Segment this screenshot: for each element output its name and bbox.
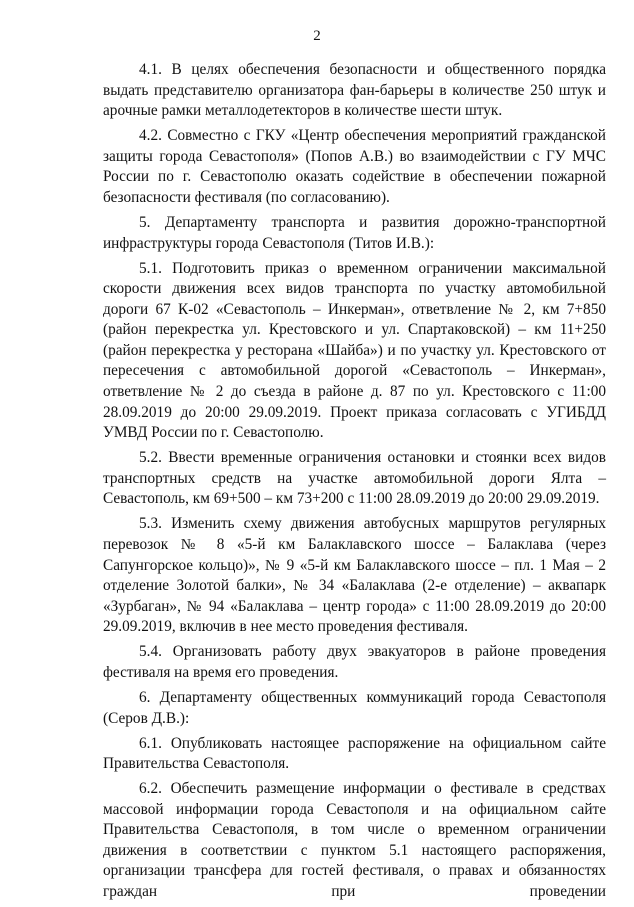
paragraph-6-heading: 6. Департаменту общественных коммуникаций города Севастополя (Серов Д.В.): [103,688,606,727]
paragraph-5-4: 5.4. Организовать работу двух эвакуаторов в районе проведения фестиваля на время его проведения. [103,643,606,681]
paragraph-6-1: 6.1. Опубликовать настоящее распоряжение на официальном сайте Правительства Севастополя. [103,734,606,773]
document-body [103,60,606,907]
paragraph-4-2: 4.2. Совместно с ГКУ «Центр обеспечения мероприятий гражданской защиты города Севастополя» (Попов А.В.) во взаимодействии с ГУ МЧС России по г. Севастополю оказать содействие в обеспечении пожарной безопасности фестиваля (по согласованию). [103,127,606,206]
paragraph-6-2: 6.2. Обеспечить размещение информации о фестивале в средствах массовой информации города Севастополя и на официальном сайте Правительства Севастополя, в том числе о временном ограничении движения в соответствии с пунктом 5.1 настоящего распоряжения, организации трансфера для гостей фестиваля, о правах и обязанностях граждан при проведении [103,780,606,901]
paragraph-5-3: 5.3. Изменить схему движения автобусных маршрутов регулярных перевозок № 8 «5-й км Балаклавского шоссе – Балаклава (через Сапунгорское кольцо)», № 9 «5-й км Балаклавского шоссе – пл. 1 Мая – 2 отделение Золотой балки», № 34 «Балаклава (2-е отделение) – аквапарк «Зурбаган», № 94 «Балаклава – центр города» с 11:00 28.09.2019 до 20:00 29.09.2019, включив в нее место проведения фестиваля. [103,515,606,636]
paragraph-4-1: 4.1. В целях обеспечения безопасности и общественного порядка выдать представителю организатора фан-барьеры в количестве 250 штук и арочные рамки металлодетекторов в количестве шести штук. [103,61,606,120]
paragraph-5-1: 5.1. Подготовить приказ о временном ограничении максимальной скорости движения всех видов транспорта по участку автомобильной дороги 67 К-02 «Севастополь – Инкерман», ответвление № 2, км 7+850 (район перекрестка ул. Крестовского и ул. Спартаковской) – км 11+250 (район перекрестка у ресторана «Шайба») и по участку ул. Крестовского от пересечения с автомобильной дорогой «Севастополь – Инкерман», ответвление № 2 до съезда в районе д. 87 по ул. Крестовского с 11:00 28.09.2019 до 20:00 29.09.2019. Проект приказа согласовать с УГИБДД УМВД России по г. Севастополю. [103,259,606,442]
page-number: 2 [313,28,321,44]
paragraph-5-2: 5.2. Ввести временные ограничения остановки и стоянки всех видов транспортных средств на участке автомобильной дороги Ялта – Севастополь, км 69+500 – км 73+200 с 11:00 28.09.2019 до 20:00 29.09.2019. [103,449,606,508]
paragraph-5-heading: 5. Департаменту транспорта и развития дорожно-транспортной инфраструктуры города Севастополя (Титов И.В.): [103,213,606,252]
